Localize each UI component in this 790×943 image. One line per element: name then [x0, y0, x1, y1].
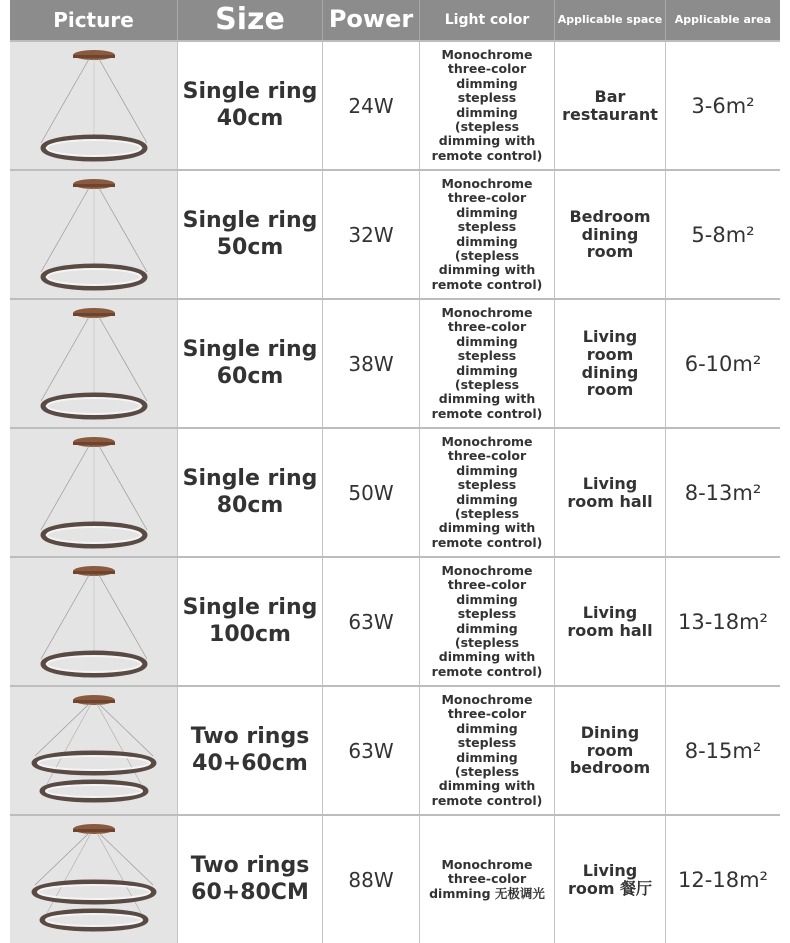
- light-color-cell: Monochrome three-color dimming 无极调光: [420, 816, 555, 943]
- power-cell: 88W: [323, 816, 420, 943]
- header-applicable-space: Applicable space: [555, 0, 666, 40]
- power-cell: 24W: [323, 42, 420, 169]
- table-row: [10, 556, 780, 685]
- table-row: [10, 40, 780, 169]
- size-cell: Two rings 60+80CM: [178, 816, 323, 943]
- table-body: [10, 40, 780, 943]
- power-cell: 63W: [323, 558, 420, 685]
- spec-table: [10, 0, 780, 943]
- applicable-area-cell: 5-8m²: [691, 222, 755, 247]
- applicable-space-cell: Living room dining room: [555, 300, 666, 427]
- applicable-area-cell: 6-10m²: [684, 351, 762, 376]
- single-ring-pendant-lamp-icon: [19, 43, 169, 168]
- applicable-area-cell: 3-6m²: [691, 93, 755, 118]
- header-applicable-area: Applicable area: [674, 13, 772, 27]
- power-cell: 50W: [323, 429, 420, 556]
- header-power: Power: [323, 0, 420, 40]
- applicable-space-cell: Living room hall: [555, 429, 666, 556]
- table-row: [10, 169, 780, 298]
- applicable-area-cell: 8-13m²: [684, 480, 762, 505]
- applicable-space-cell: Living room hall: [555, 558, 666, 685]
- table-row: [10, 298, 780, 427]
- header-picture: Picture: [10, 0, 178, 40]
- size-cell: Single ring 50cm: [178, 171, 323, 298]
- applicable-space-cell: Living room 餐厅: [555, 816, 666, 943]
- single-ring-pendant-lamp-icon: [19, 559, 169, 684]
- power-cell: 63W: [323, 687, 420, 814]
- header-light-color: Light color: [420, 0, 555, 40]
- size-cell: Single ring 80cm: [178, 429, 323, 556]
- lamp-picture: [10, 816, 178, 943]
- single-ring-pendant-lamp-icon: [19, 430, 169, 555]
- light-color-cell: Monochrome three-color dimming stepless dimming (stepless dimming with remote control): [420, 558, 555, 685]
- two-ring-pendant-lamp-icon: [19, 688, 169, 813]
- applicable-area-cell: 13-18m²: [678, 609, 768, 634]
- light-color-cell: Monochrome three-color dimming stepless dimming (stepless dimming with remote control): [420, 687, 555, 814]
- table-row: [10, 427, 780, 556]
- light-color-cell: Monochrome three-color dimming stepless dimming (stepless dimming with remote control): [420, 42, 555, 169]
- applicable-space-cell: Dining room bedroom: [555, 687, 666, 814]
- lamp-picture: [10, 687, 178, 814]
- lamp-picture: [10, 42, 178, 169]
- table-header: [10, 0, 780, 40]
- size-cell: Single ring 60cm: [178, 300, 323, 427]
- lamp-picture: [10, 429, 178, 556]
- light-color-cell: Monochrome three-color dimming stepless dimming (stepless dimming with remote control): [420, 429, 555, 556]
- size-cell: Single ring 40cm: [178, 42, 323, 169]
- two-ring-pendant-lamp-icon: [19, 817, 169, 942]
- lamp-picture: [10, 171, 178, 298]
- lamp-picture: [10, 558, 178, 685]
- applicable-space-cell: Bar restaurant: [555, 42, 666, 169]
- single-ring-pendant-lamp-icon: [19, 172, 169, 297]
- lamp-picture: [10, 300, 178, 427]
- power-cell: 32W: [323, 171, 420, 298]
- size-cell: Two rings 40+60cm: [178, 687, 323, 814]
- light-color-cell: Monochrome three-color dimming stepless dimming (stepless dimming with remote control): [420, 300, 555, 427]
- header-size: Size: [178, 0, 323, 40]
- applicable-area-cell: 12-18m²: [678, 867, 768, 892]
- table-row: [10, 814, 780, 943]
- single-ring-pendant-lamp-icon: [19, 301, 169, 426]
- applicable-space-cell: Bedroom dining room: [555, 171, 666, 298]
- applicable-area-cell: 8-15m²: [684, 738, 762, 763]
- power-cell: 38W: [323, 300, 420, 427]
- table-row: [10, 685, 780, 814]
- size-cell: Single ring 100cm: [178, 558, 323, 685]
- light-color-cell: Monochrome three-color dimming stepless dimming (stepless dimming with remote control): [420, 171, 555, 298]
